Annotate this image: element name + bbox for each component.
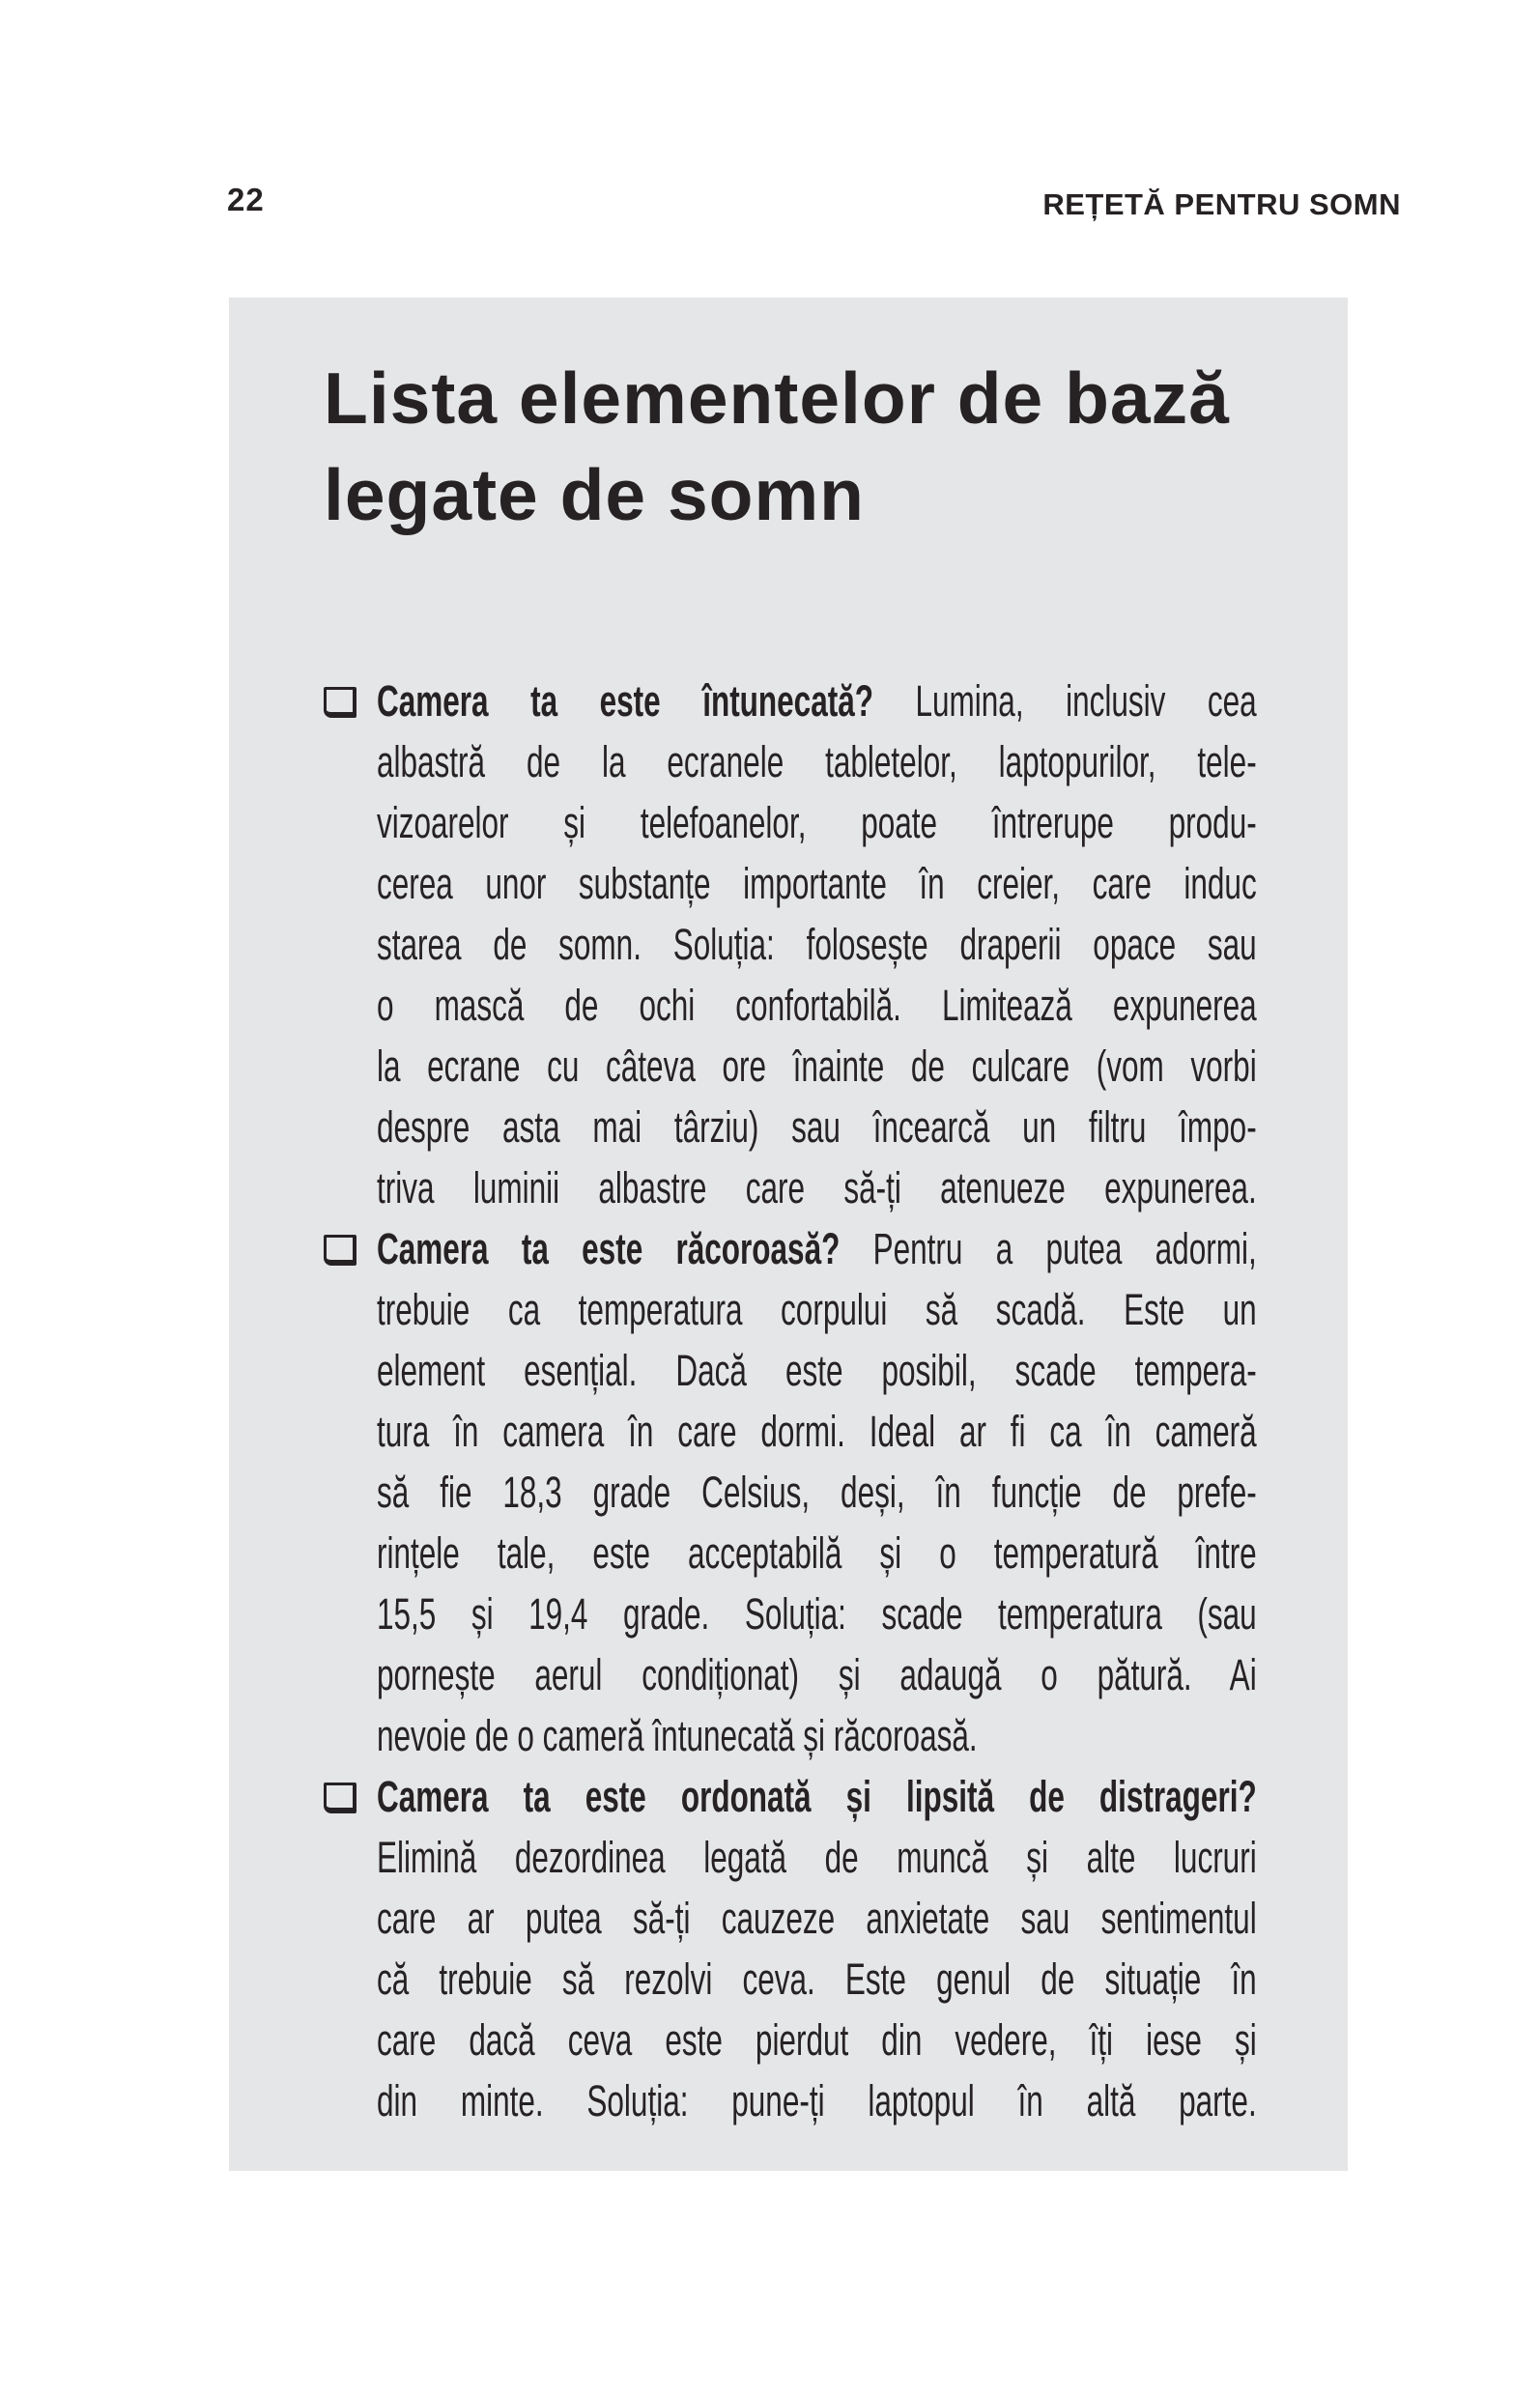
item-line: albastră de la ecranele tabletelor, laptopurilor, tele- (377, 737, 1257, 786)
item-line: tura în camera în care dormi. Ideal ar fi ca în cameră (377, 1407, 1257, 1456)
card-title-line-2: legate de somn (324, 454, 865, 535)
running-header: REȚETĂ PENTRU SOMN (1042, 187, 1401, 221)
checklist (324, 670, 1257, 2131)
checklist-item (324, 670, 1257, 1218)
item-line: Elimină dezordinea legată de muncă și alte lucruri (377, 1833, 1257, 1882)
item-line: rințele tale, este acceptabilă și o temperatură între (377, 1528, 1257, 1578)
card-title (324, 350, 1257, 543)
item-line: element esențial. Dacă este posibil, scade tempera- (377, 1346, 1257, 1395)
item-line (377, 1218, 1257, 1279)
item-line: starea de somn. Soluția: folosește draperii opace sau (377, 920, 1257, 969)
item-question: Camera ta este întunecată? (377, 676, 873, 726)
item-line: care ar putea să-ți cauzeze anxietate sau sentimentul (377, 1894, 1257, 1943)
card-title-line-1: Lista elementelor de bază (324, 357, 1230, 439)
checklist-item (324, 1218, 1257, 1766)
item-line: nevoie de o cameră întunecată și răcoroasă. (377, 1711, 978, 1760)
checklist-item (324, 1766, 1257, 2131)
item-line: despre asta mai târziu) sau încearcă un filtru împo- (377, 1102, 1257, 1152)
item-line: că trebuie să rezolvi ceva. Este genul de situație în (377, 1954, 1257, 2004)
item-line: 15,5 și 19,4 grade. Soluția: scade temperatura (sau (377, 1589, 1257, 1639)
item-line: trebuie ca temperatura corpului să scadă. Este un (377, 1285, 1257, 1334)
item-line-text: Lumina, inclusiv cea (915, 676, 1257, 726)
item-line-text: Pentru a putea adormi, (872, 1224, 1257, 1273)
item-line (377, 1766, 1257, 1827)
item-text (377, 670, 1257, 1218)
item-line: triva luminii albastre care să-ți atenueze expunerea. (377, 1163, 1257, 1212)
item-text (377, 1218, 1257, 1766)
item-line: la ecrane cu câteva ore înainte de culcare (vom vorbi (377, 1041, 1257, 1091)
sleep-checklist-card (229, 298, 1348, 2171)
item-question: Camera ta este răcoroasă? (377, 1224, 841, 1273)
page-number: 22 (227, 182, 265, 217)
item-line: o mască de ochi confortabilă. Limitează expunerea (377, 981, 1257, 1030)
item-line: vizoarelor și telefoanelor, poate întrerupe produ- (377, 798, 1257, 847)
item-line: să fie 18,3 grade Celsius, deși, în funcție de prefe- (377, 1468, 1257, 1517)
checkbox-icon (324, 1783, 356, 1813)
item-line (377, 670, 1257, 731)
item-line: care dacă ceva este pierdut din vedere, îți iese și (377, 2015, 1257, 2065)
item-line: din minte. Soluția: pune-ți laptopul în altă parte. (377, 2076, 1257, 2125)
checkbox-icon (324, 687, 356, 718)
item-line: pornește aerul condiționat) și adaugă o pătură. Ai (377, 1650, 1257, 1699)
item-text (377, 1766, 1257, 2131)
checkbox-icon (324, 1235, 356, 1266)
item-line: cerea unor substanțe importante în creier, care induc (377, 859, 1257, 908)
item-question: Camera ta este ordonată și lipsită de distrageri? (377, 1772, 1257, 1821)
